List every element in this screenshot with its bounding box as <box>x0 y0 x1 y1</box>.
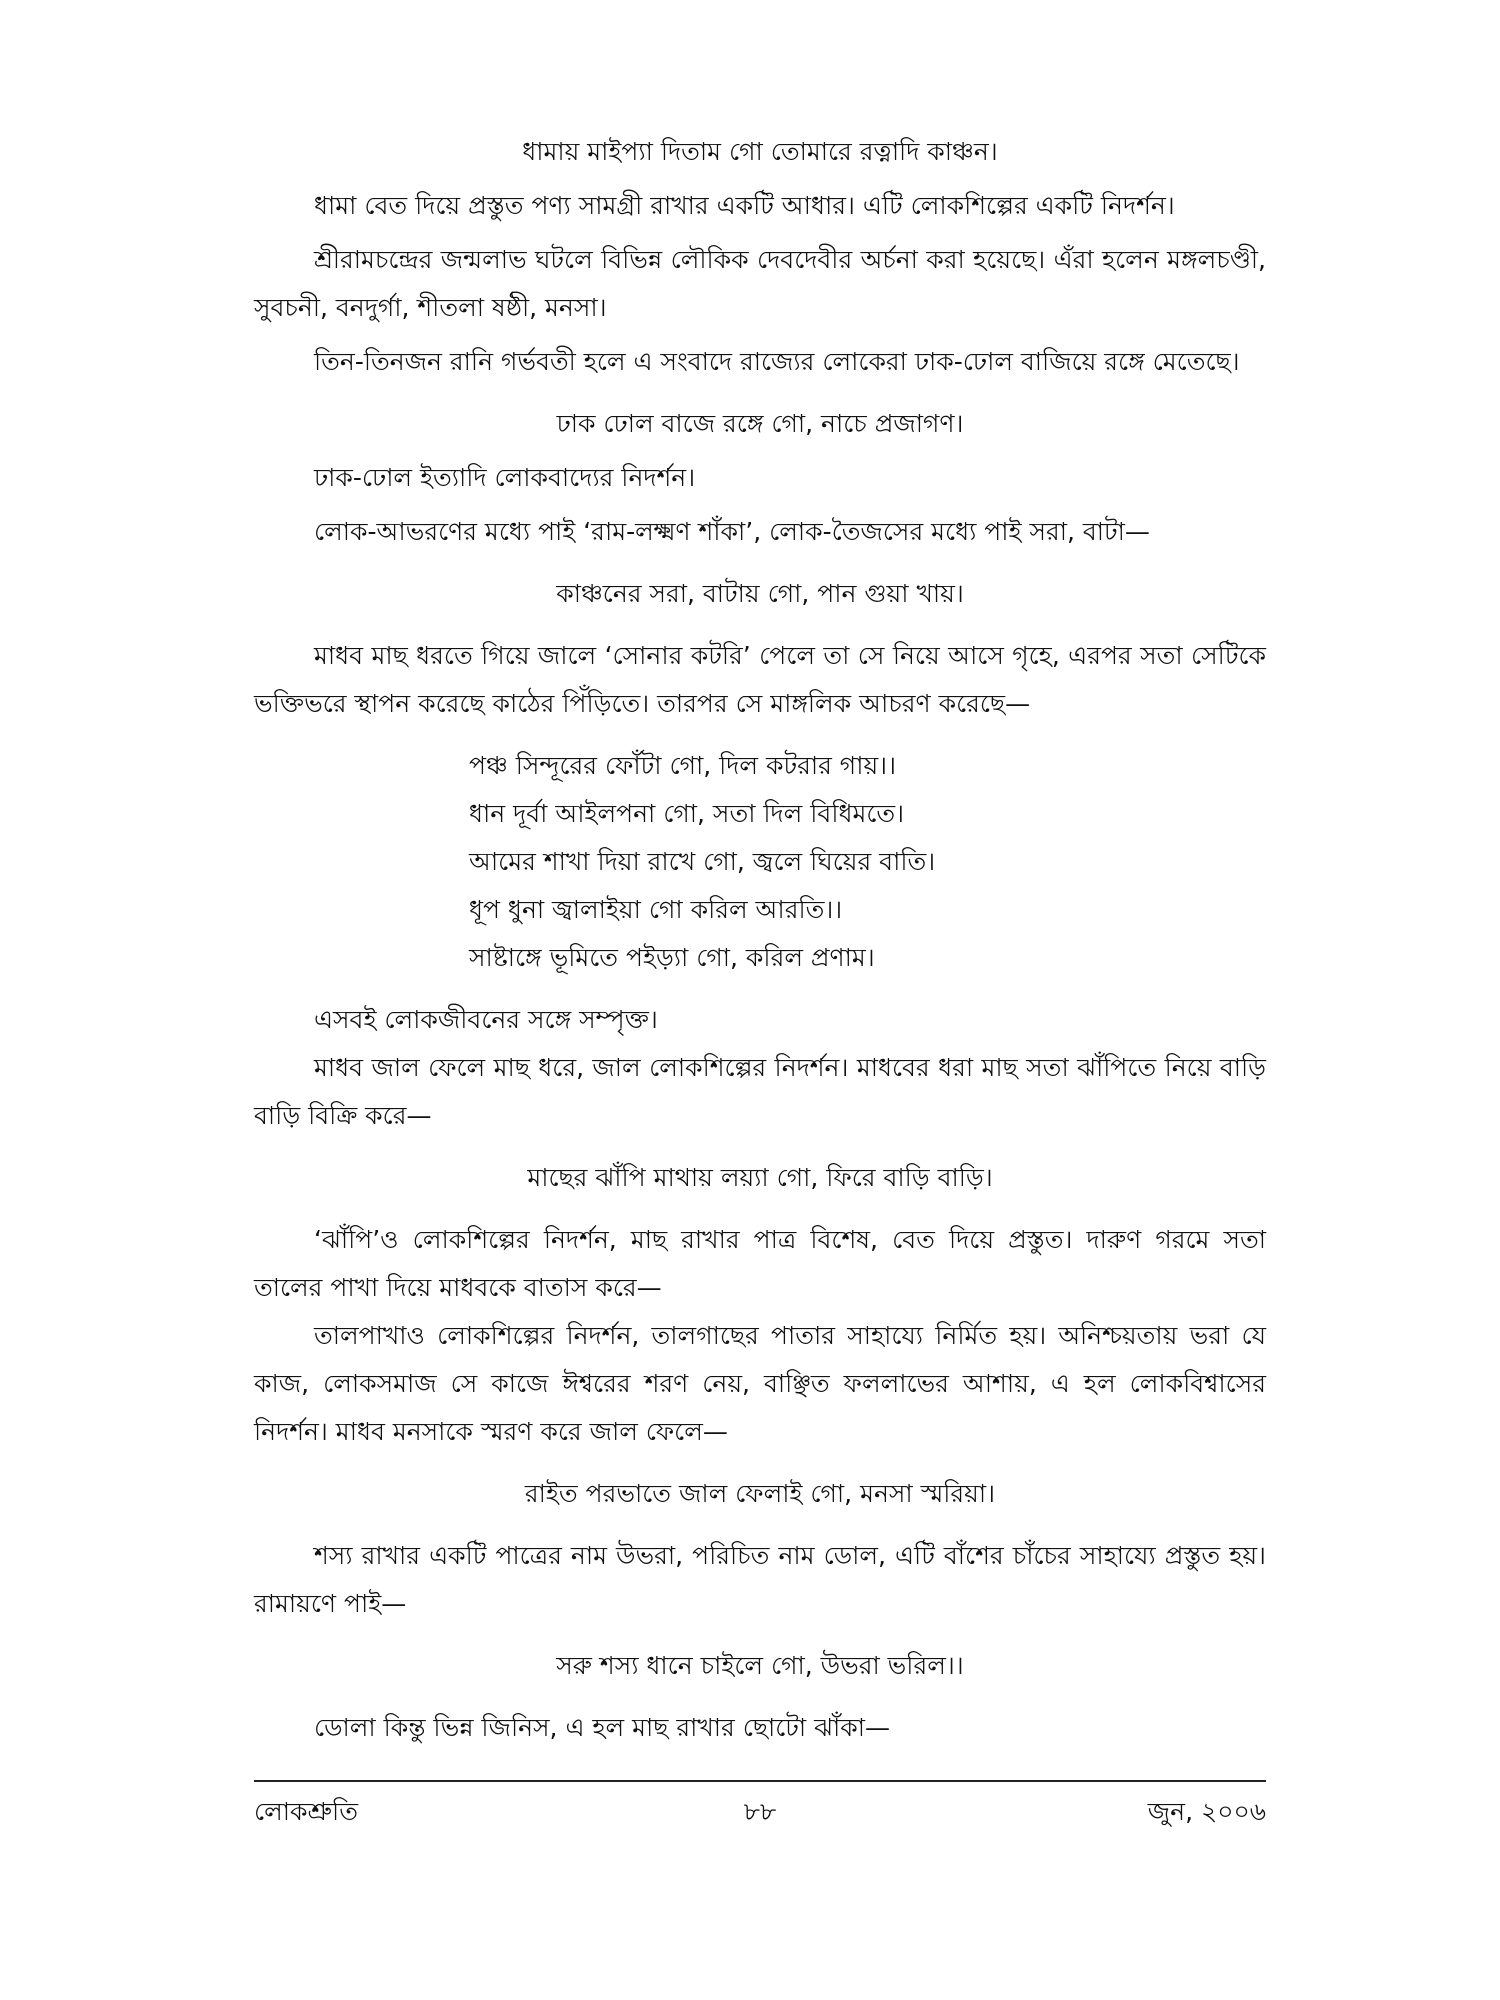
paragraph: শ্রীরামচন্দ্রের জন্মলাভ ঘটলে বিভিন্ন লৌকিক দেবদেবীর অর্চনা করা হয়েছে। এঁরা হলেন মঙ্গলচণ্ডী, সুবচনী, বনদুর্গা, শীতলা ষষ্ঠী, মনসা। <box>254 245 1266 322</box>
stanza-line: আমের শাখা দিয়া রাখে গো, জ্বলে ঘিয়ের বাতি। <box>469 847 936 876</box>
paragraph: এসবই লোকজীবনের সঙ্গে সম্পৃক্ত। <box>314 1005 658 1034</box>
paragraph: ধামা বেত দিয়ে প্রস্তুত পণ্য সামগ্রী রাখার একটি আধার। এটি লোকশিল্পের একটি নিদর্শন। <box>314 191 1175 220</box>
paragraph: ঢাক-ঢোল ইত্যাদি লোকবাদ্যের নিদর্শন। <box>314 463 696 492</box>
stanza-line: সাষ্টাঙ্গে ভূমিতে পইড়্যা গো, করিল প্রণাম। <box>469 943 875 972</box>
paragraph: শস্য রাখার একটি পাত্রের নাম উভরা, পরিচিত নাম ডোল, এটি বাঁশের চাঁচের সাহায্যে প্রস্তুত হয়। রামায়ণে পাই— <box>254 1541 1266 1618</box>
page-number: ৮৮ <box>743 1797 777 1826</box>
verse-line: সরু শস্য ধানে চাইলে গো, উভরা ভরিল।। <box>556 1651 964 1680</box>
page-footer <box>254 1788 1266 1836</box>
verse-line: মাছের ঝাঁপি মাথায় লয়্যা গো, ফিরে বাড়ি বাড়ি। <box>527 1163 993 1192</box>
footer-rule <box>254 1780 1266 1782</box>
stanza-line: ধূপ ধুনা জ্বালাইয়া গো করিল আরতি।। <box>469 895 843 924</box>
page-body <box>254 128 1266 1752</box>
paragraph: তিন-তিনজন রানি গর্ভবতী হলে এ সংবাদে রাজ্যের লোকেরা ঢাক-ঢোল বাজিয়ে রঙ্গে মেতেছে। <box>314 347 1240 376</box>
verse-line: ধামায় মাইপ্যা দিতাম গো তোমারে রত্নাদি কাঞ্চন। <box>522 137 998 166</box>
stanza-line: পঞ্চ সিন্দূরের ফোঁটা গো, দিল কটরার গায়।। <box>469 751 897 780</box>
stanza-line: ধান দূর্বা আইলপনা গো, সতা দিল বিধিমতে। <box>469 799 905 828</box>
issue-date: জুন, ২০০৬ <box>1147 1797 1266 1826</box>
paragraph: লোক-আভরণের মধ্যে পাই ‘রাম-লক্ষ্মণ শাঁকা’, লোক-তৈজসের মধ্যে পাই সরা, বাটা— <box>314 517 1150 546</box>
paragraph: ‘ঝাঁপি’ও লোকশিল্পের নিদর্শন, মাছ রাখার পাত্র বিশেষ, বেত দিয়ে প্রস্তুত। দারুণ গরমে সতা তালের পাখা দিয়ে মাধবকে বাতাস করে— <box>254 1225 1266 1302</box>
verse-line: ঢাক ঢোল বাজে রঙ্গে গো, নাচে প্রজাগণ। <box>556 409 964 438</box>
journal-name: লোকশ্রুতি <box>254 1797 358 1826</box>
paragraph: তালপাখাও লোকশিল্পের নিদর্শন, তালগাছের পাতার সাহায্যে নির্মিত হয়। অনিশ্চয়তায় ভরা যে কাজ, লোকসমাজ সে কাজে ঈশ্বরের শরণ নেয়, বাঞ্ছিত ফললাভের আশায়, এ হল লোকবিশ্বাসের নিদর্শন। মাধব মনসাকে স্মরণ করে জাল ফেলে— <box>254 1321 1266 1446</box>
paragraph: মাধব মাছ ধরতে গিয়ে জালে ‘সোনার কটরি’ পেলে তা সে নিয়ে আসে গৃহে, এরপর সতা সেটিকে ভক্তিভরে স্থাপন করেছে কাঠের পিঁড়িতে। তারপর সে মাঙ্গলিক আচরণ করেছে— <box>254 641 1266 718</box>
verse-stanza <box>254 742 1266 982</box>
paragraph: ডোলা কিন্তু ভিন্ন জিনিস, এ হল মাছ রাখার ছোটো ঝাঁকা— <box>314 1713 891 1742</box>
verse-line: রাইত পরভাতে জাল ফেলাই গো, মনসা স্মরিয়া। <box>524 1479 996 1508</box>
verse-line: কাঞ্চনের সরা, বাটায় গো, পান গুয়া খায়। <box>556 579 964 608</box>
paragraph: মাধব জাল ফেলে মাছ ধরে, জাল লোকশিল্পের নিদর্শন। মাধবের ধরা মাছ সতা ঝাঁপিতে নিয়ে বাড়ি বাড়ি বিক্রি করে— <box>254 1053 1266 1130</box>
